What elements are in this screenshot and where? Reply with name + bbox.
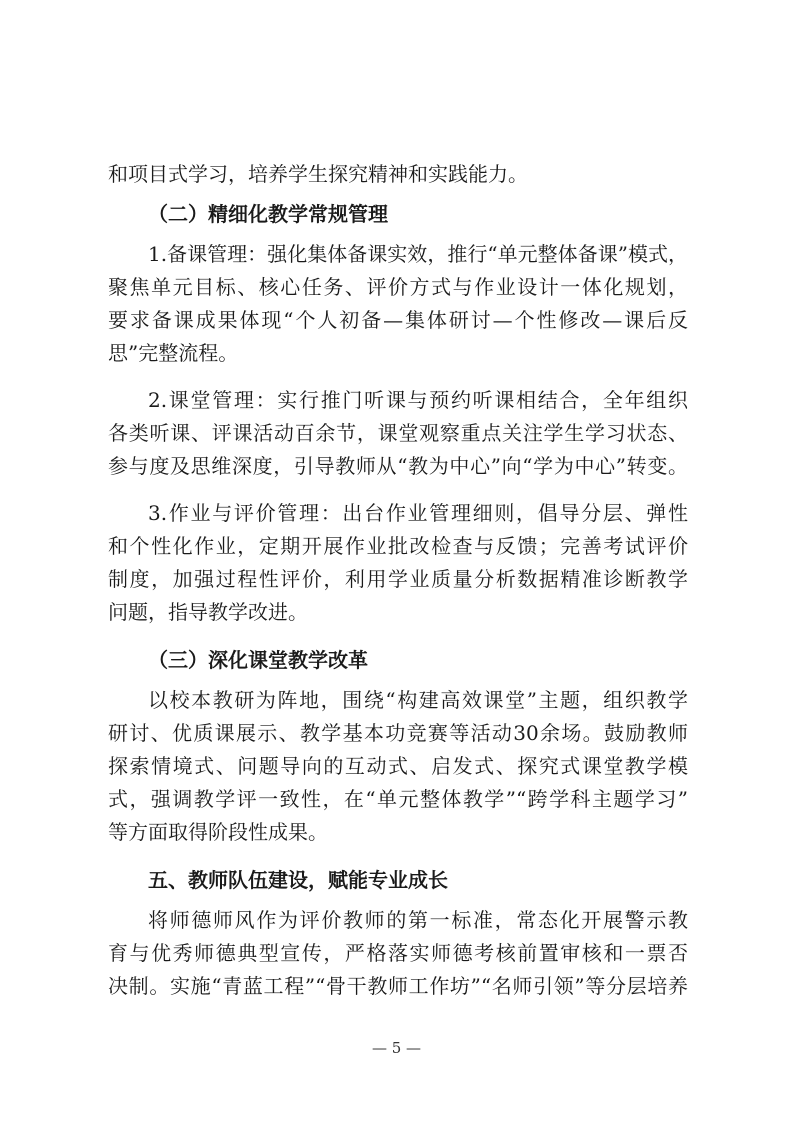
- paragraph-line: 3.作业与评价管理：出台作业管理细则，倡导分层、弹性: [148, 501, 688, 525]
- page-number: — 5 —: [371, 1039, 422, 1057]
- paragraph-line: 等方面取得阶段性成果。: [108, 820, 328, 844]
- section-heading-3: （三）深化课堂教学改革: [148, 648, 368, 672]
- paragraph-line: 和项目式学习，培养学生探究精神和实践能力。: [108, 162, 528, 186]
- paragraph-line: 式，强调教学评一致性，在“单元整体教学”“跨学科主题学习”: [108, 787, 688, 811]
- paragraph-line: 研讨、优质课展示、教学基本功竞赛等活动30余场。鼓励教师: [108, 721, 688, 745]
- paragraph-line: 以校本教研为阵地，围绕“构建高效课堂”主题，组织教学: [148, 688, 688, 712]
- paragraph-line: 制度，加强过程性评价，利用学业质量分析数据精准诊断教学: [108, 567, 688, 591]
- section-heading-5: 五、教师队伍建设，赋能专业成长: [148, 868, 448, 892]
- paragraph-line: 1.备课管理：强化集体备课实效，推行“单元整体备课”模式，: [148, 242, 688, 266]
- paragraph-line: 要求备课成果体现“个人初备—集体研讨—个性修改—课后反: [108, 308, 688, 332]
- paragraph-line: 各类听课、评课活动百余节，课堂观察重点关注学生学习状态、: [108, 421, 688, 445]
- section-heading-2: （二）精细化教学常规管理: [148, 202, 388, 226]
- paragraph-line: 和个性化作业，定期开展作业批改检查与反馈；完善考试评价: [108, 534, 688, 558]
- paragraph-line: 决制。实施“青蓝工程”“骨干教师工作坊”“名师引领”等分层培养: [108, 974, 688, 998]
- paragraph-line: 聚焦单元目标、核心任务、评价方式与作业设计一体化规划，: [108, 275, 688, 299]
- paragraph-line: 育与优秀师德典型宣传，严格落实师德考核前置审核和一票否: [108, 941, 688, 965]
- paragraph-line: 思”完整流程。: [108, 341, 239, 365]
- paragraph-line: 问题，指导教学改进。: [108, 600, 308, 624]
- paragraph-line: 2.课堂管理：实行推门听课与预约听课相结合，全年组织: [148, 388, 688, 412]
- paragraph-line: 探索情境式、问题导向的互动式、启发式、探究式课堂教学模: [108, 754, 688, 778]
- paragraph-line: 参与度及思维深度，引导教师从“教为中心”向“学为中心”转变。: [108, 454, 688, 478]
- paragraph-line: 将师德师风作为评价教师的第一标准，常态化开展警示教: [148, 908, 688, 932]
